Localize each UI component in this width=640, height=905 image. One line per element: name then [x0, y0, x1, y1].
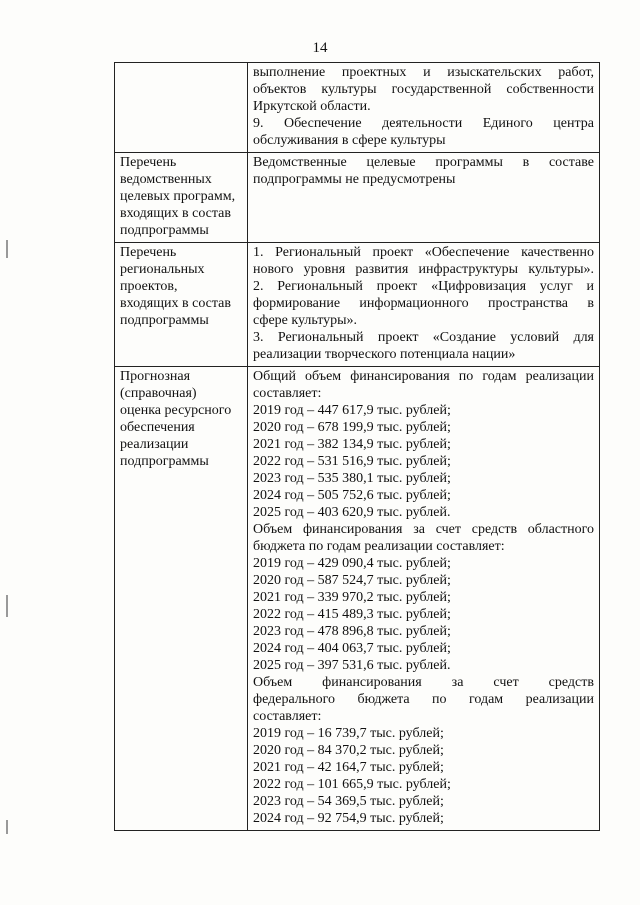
row-content-line: 2023 год – 54 369,5 тыс. рублей;	[253, 794, 444, 809]
table-row	[115, 367, 600, 831]
row-content-line: 2. Региональный проект «Цифровизация услуг и	[253, 279, 594, 294]
row-content-line: федерального бюджета по годам реализации	[253, 692, 594, 707]
row-label-line: ведомственных	[120, 172, 212, 187]
row-content-line: объектов культуры государственной собственности	[253, 82, 594, 97]
row-label-cell	[115, 153, 248, 243]
row-content-cell	[248, 243, 600, 367]
row-label-line: оценка ресурсного	[120, 403, 232, 418]
row-label-line: региональных	[120, 262, 205, 277]
table-row	[115, 153, 600, 243]
row-content-line: реализации творческого потенциала нации»	[253, 347, 516, 362]
row-label-line: Прогнозная	[120, 369, 191, 384]
row-content-line: 1. Региональный проект «Обеспечение качественно	[253, 245, 594, 260]
row-label-cell	[115, 63, 248, 153]
row-content-line: 2025 год – 403 620,9 тыс. рублей.	[253, 505, 451, 520]
subprogram-passport-table	[114, 62, 600, 831]
row-content-line: Общий объем финансирования по годам реализации	[253, 369, 594, 384]
page-number: 14	[312, 40, 328, 56]
scan-mark	[6, 595, 8, 617]
row-content-line: нового уровня развития инфраструктуры культуры».	[253, 262, 594, 277]
row-content-line: 2025 год – 397 531,6 тыс. рублей.	[253, 658, 451, 673]
row-content-line: 2024 год – 505 752,6 тыс. рублей;	[253, 488, 451, 503]
row-content-line: 2020 год – 84 370,2 тыс. рублей;	[253, 743, 444, 758]
row-content-line: 2020 год – 587 524,7 тыс. рублей;	[253, 573, 451, 588]
row-content-line: подпрограммы не предусмотрены	[253, 172, 456, 187]
row-content-cell	[248, 367, 600, 831]
row-content-line: 2021 год – 42 164,7 тыс. рублей;	[253, 760, 444, 775]
row-label-line: Перечень	[120, 245, 177, 260]
row-label-line: Перечень	[120, 155, 177, 170]
row-label-line: реализации	[120, 437, 189, 452]
row-label-line: подпрограммы	[120, 223, 209, 238]
row-content-line: Объем финансирования за счет средств областного	[253, 522, 594, 537]
table-row	[115, 243, 600, 367]
row-label-line: подпрограммы	[120, 454, 209, 469]
row-content-line: составляет:	[253, 709, 322, 724]
row-content-line: 2024 год – 404 063,7 тыс. рублей;	[253, 641, 451, 656]
row-content-line: бюджета по годам реализации составляет:	[253, 539, 505, 554]
row-label-line: обеспечения	[120, 420, 195, 435]
row-content-line: 2022 год – 415 489,3 тыс. рублей;	[253, 607, 451, 622]
row-content-line: 2019 год – 16 739,7 тыс. рублей;	[253, 726, 444, 741]
row-label-line: подпрограммы	[120, 313, 209, 328]
row-content-line: Ведомственные целевые программы в составе	[253, 155, 594, 170]
row-content-line: 9. Обеспечение деятельности Единого центра	[253, 116, 594, 131]
row-label-line: целевых программ,	[120, 189, 236, 204]
row-content-line: 3. Региональный проект «Создание условий для	[253, 330, 594, 345]
row-label-line: (справочная)	[120, 386, 197, 401]
row-label-cell	[115, 243, 248, 367]
row-content-line: 2023 год – 478 896,8 тыс. рублей;	[253, 624, 451, 639]
row-label-line: входящих в состав	[120, 206, 232, 221]
row-label-line: проектов,	[120, 279, 178, 294]
row-content-line: формирование информационного пространства в	[253, 296, 594, 311]
row-content-line: Иркутской области.	[253, 99, 371, 114]
row-content-line: 2021 год – 339 970,2 тыс. рублей;	[253, 590, 451, 605]
table-row	[115, 63, 600, 153]
row-content-line: 2019 год – 429 090,4 тыс. рублей;	[253, 556, 451, 571]
row-content-cell	[248, 153, 600, 243]
scan-mark	[6, 240, 8, 258]
row-label-line: входящих в состав	[120, 296, 232, 311]
row-content-line: 2019 год – 447 617,9 тыс. рублей;	[253, 403, 451, 418]
row-content-line: 2022 год – 531 516,9 тыс. рублей;	[253, 454, 451, 469]
row-content-line: выполнение проектных и изыскательских работ,	[253, 65, 594, 80]
row-label-cell	[115, 367, 248, 831]
row-content-cell	[248, 63, 600, 153]
row-content-line: 2023 год – 535 380,1 тыс. рублей;	[253, 471, 451, 486]
row-content-line: Объем финансирования за счет средств	[253, 675, 594, 690]
scan-mark	[6, 820, 8, 834]
row-content-line: 2020 год – 678 199,9 тыс. рублей;	[253, 420, 451, 435]
row-content-line: обслуживания в сфере культуры	[253, 133, 446, 148]
row-content-line: сфере культуры».	[253, 313, 358, 328]
row-content-line: составляет:	[253, 386, 322, 401]
row-content-line: 2022 год – 101 665,9 тыс. рублей;	[253, 777, 451, 792]
row-content-line: 2024 год – 92 754,9 тыс. рублей;	[253, 811, 444, 826]
row-content-line: 2021 год – 382 134,9 тыс. рублей;	[253, 437, 451, 452]
